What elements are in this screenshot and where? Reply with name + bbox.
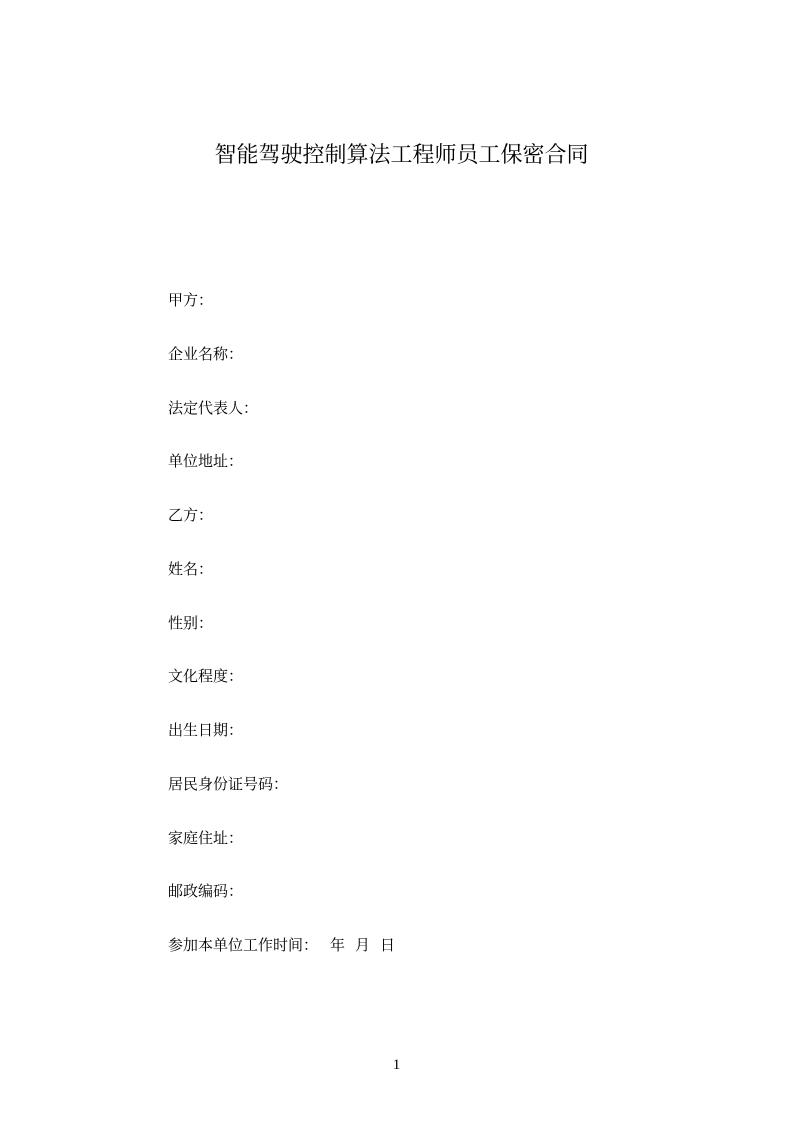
company-address-label: 单位地址： <box>168 452 244 471</box>
birth-date-label: 出生日期： <box>168 721 244 739</box>
education-level-label: 文化程度： <box>168 667 244 686</box>
id-number-label: 居民身份证号码： <box>168 774 289 793</box>
employment-start-date <box>330 934 405 956</box>
employment-start-label: 参加本单位工作时间： <box>168 936 319 954</box>
page-number: 1 <box>392 1057 401 1073</box>
day-label: 日 <box>380 936 396 954</box>
year-label: 年 <box>330 936 346 954</box>
name-label: 姓名： <box>168 559 214 578</box>
postal-code-label: 邮政编码： <box>168 882 244 901</box>
party-a-label: 甲方： <box>168 291 214 309</box>
home-address-label: 家庭住址： <box>168 828 244 847</box>
document-title: 智能驾驶控制算法工程师员工保密合同 <box>214 143 589 168</box>
party-b-label: 乙方： <box>168 506 214 524</box>
legal-representative-label: 法定代表人： <box>168 398 259 417</box>
gender-label: 性别： <box>168 613 214 632</box>
employment-start-row <box>168 934 405 988</box>
company-name-label: 企业名称： <box>168 344 244 363</box>
month-label: 月 <box>355 936 371 954</box>
contract-field-list <box>168 289 405 988</box>
